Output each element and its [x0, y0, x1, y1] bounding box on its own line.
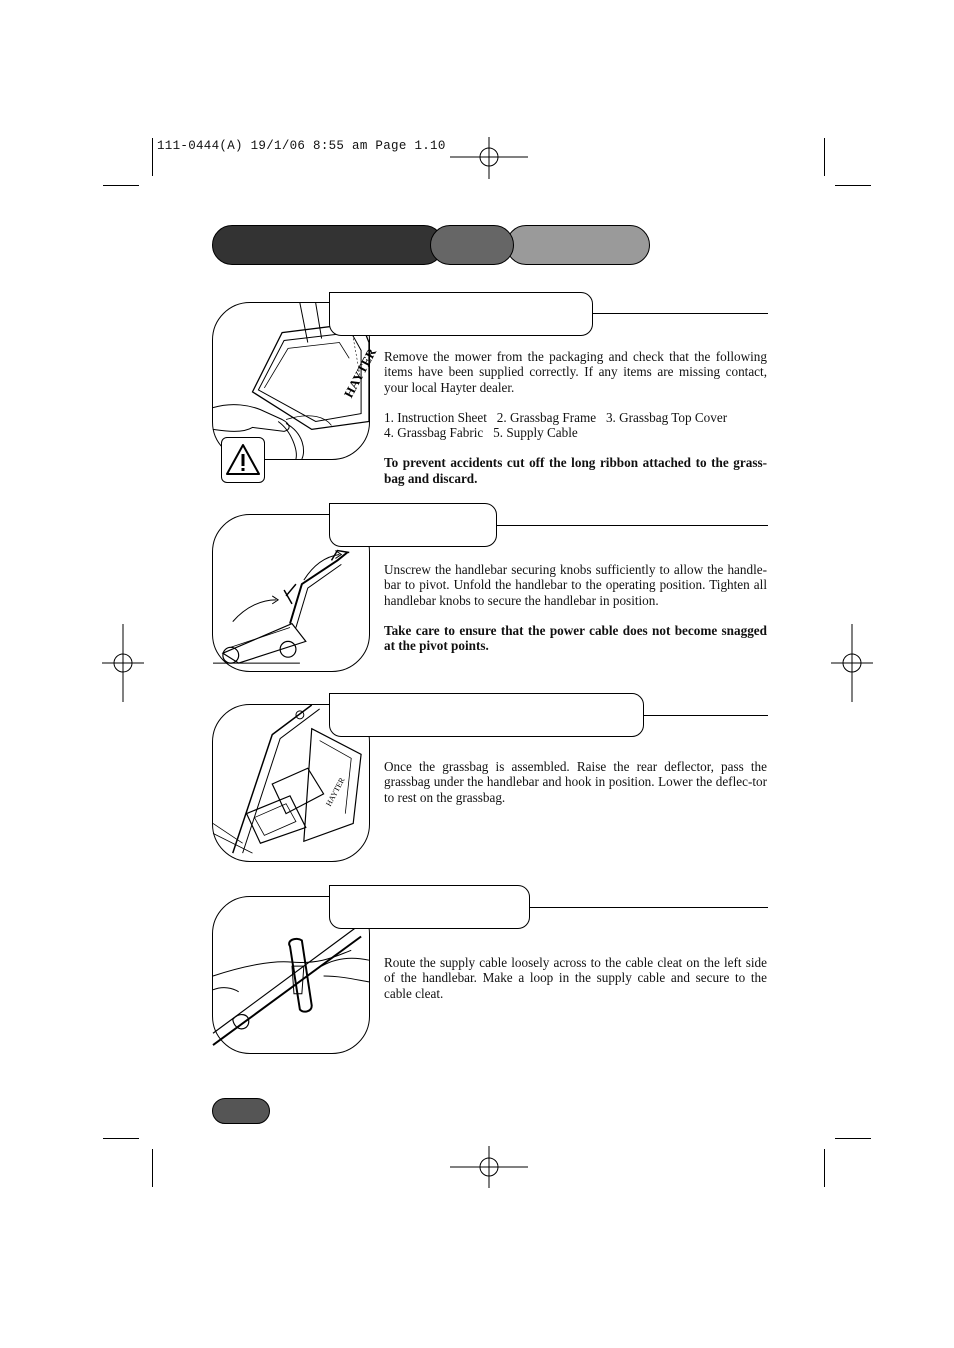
section-3-paragraph: Once the grassbag is assembled. Raise the rear deflector, pass the grassbag under the handlebar and hook in position. Lower the deflec-tor to rest on the grassbag. [384, 759, 767, 805]
crop-mark [824, 1149, 825, 1187]
section-3-text [384, 759, 767, 805]
section-2-title-rule [496, 525, 768, 526]
section-4-title [329, 885, 530, 929]
section-1-title [329, 292, 593, 336]
registration-mark-top [450, 137, 528, 179]
crop-mark [835, 185, 871, 186]
warning-box [221, 437, 265, 483]
section-2-paragraph: Unscrew the handlebar securing knobs sufficiently to allow the handle-bar to pivot. Unfold the handlebar to the operating position. Tighten all handlebar knobs to secure the handlebar in position. [384, 562, 767, 608]
section-1-text [384, 349, 767, 486]
crop-mark [824, 138, 825, 176]
parts-list-line-1: 1. Instruction Sheet 2. Grassbag Frame 3. Grassbag Top Cover [384, 409, 728, 425]
section-4-text [384, 955, 767, 1001]
section-2-text [384, 562, 767, 653]
registration-mark-left [102, 624, 144, 702]
crop-mark [103, 185, 139, 186]
parts-list-line-2: 4. Grassbag Fabric 5. Supply Cable [384, 425, 578, 441]
warning-triangle-icon [222, 438, 264, 482]
crop-mark [152, 1149, 153, 1187]
section-2-warning: Take care to ensure that the power cable does not become snagged at the pivot points. [384, 622, 767, 654]
section-3-title [329, 693, 644, 737]
hayter-logo: HAYTER [341, 346, 380, 401]
section-4-paragraph: Route the supply cable loosely across to the cable cleat on the left side of the handlebar. Make a loop in the supply cable and secure to the cable cleat. [384, 955, 767, 1001]
section-1-paragraph: Remove the mower from the packaging and check that the following items have been supplied correctly. If any items are missing contact, your local Hayter dealer. [384, 349, 767, 395]
header-tab-language [430, 225, 514, 265]
header-tab-topic [506, 225, 650, 265]
header-tab-section [212, 225, 444, 265]
section-1-title-rule [592, 313, 768, 314]
crop-mark [835, 1138, 871, 1139]
print-slug: 111-0444(A) 19/1/06 8:55 am Page 1.10 [157, 139, 446, 153]
crop-mark [103, 1138, 139, 1139]
crop-mark [152, 138, 153, 176]
section-4-title-rule [529, 907, 768, 908]
registration-mark-right [831, 624, 873, 702]
section-1-warning: To prevent accidents cut off the long ribbon attached to the grass-bag and discard. [384, 455, 767, 486]
page-number-tab [212, 1098, 270, 1124]
registration-mark-bottom [450, 1146, 528, 1188]
section-2-title [329, 503, 497, 547]
hayter-logo: HAYTER [324, 776, 347, 808]
section-3-title-rule [643, 715, 768, 716]
